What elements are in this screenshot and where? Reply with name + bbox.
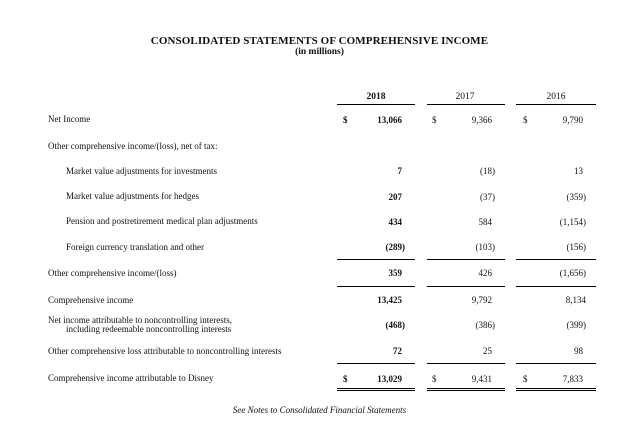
comprehensive-income-2016: 8,134 (565, 295, 586, 305)
row-label-net-income: Net Income (48, 114, 91, 124)
hedges-2017: (37) (480, 192, 495, 202)
row-label-foreign-currency: Foreign currency translation and other (66, 242, 204, 252)
total-rule-2017 (427, 286, 505, 287)
nci-2017: (386) (475, 320, 495, 330)
row-label-oci-heading: Other comprehensive income/(loss), net of tax: (48, 141, 218, 151)
header-rule-2016 (516, 104, 596, 105)
year-header-2018: 2018 (366, 92, 386, 102)
investments-2018: 7 (397, 166, 402, 176)
foreign-currency-2018: (289) (385, 242, 405, 252)
row-label-attributable-disney: Comprehensive income attributable to Disney (48, 373, 214, 383)
investments-2016: 13 (574, 166, 583, 176)
currency-symbol: $ (523, 374, 528, 384)
currency-symbol: $ (523, 115, 528, 125)
pension-2017: 584 (478, 217, 492, 227)
row-label-ocl-nci: Other comprehensive loss attributable to noncontrolling interests (48, 346, 282, 356)
year-header-2016: 2016 (546, 92, 566, 102)
row-label-nci-continued: including redeemable noncontrolling interests (66, 324, 232, 334)
disney-2017: 9,431 (471, 374, 492, 384)
investments-2017: (18) (480, 166, 495, 176)
final-rule-2016 (516, 363, 596, 364)
row-label-hedges: Market value adjustments for hedges (66, 191, 199, 201)
nci-2018: (468) (385, 320, 405, 330)
header-rule-2018 (337, 104, 415, 105)
double-rule-bottom-2017 (427, 390, 505, 391)
year-header-2017: 2017 (455, 92, 475, 102)
pension-2016: (1,154) (559, 217, 586, 227)
ocl-nci-2017: 25 (483, 346, 492, 356)
nci-2016: (399) (566, 320, 586, 330)
oci-total-2016: (1,656) (559, 268, 586, 278)
oci-total-2017: 426 (478, 268, 492, 278)
disney-2018: 13,029 (377, 374, 402, 384)
hedges-2016: (359) (566, 192, 586, 202)
total-rule-2018 (337, 286, 415, 287)
ocl-nci-2018: 72 (393, 346, 402, 356)
net-income-2017: 9,366 (471, 115, 492, 125)
row-label-investments: Market value adjustments for investments (66, 166, 217, 176)
header-rule-2017 (427, 104, 505, 105)
statement-subtitle: (in millions) (295, 47, 344, 57)
statement-title: CONSOLIDATED STATEMENTS OF COMPREHENSIVE INCOME (150, 35, 489, 47)
row-label-nci: Net income attributable to noncontrolling interests, (48, 315, 232, 325)
net-income-2018: 13,066 (377, 115, 402, 125)
subtotal-rule-2018 (337, 259, 415, 260)
subtotal-rule-2017 (427, 259, 505, 260)
final-rule-2017 (427, 363, 505, 364)
double-rule-top-2016 (516, 388, 596, 389)
double-rule-top-2018 (337, 388, 415, 389)
net-income-2016: 9,790 (562, 115, 583, 125)
ocl-nci-2016: 98 (574, 346, 583, 356)
double-rule-bottom-2018 (337, 390, 415, 391)
currency-symbol: $ (432, 374, 437, 384)
comprehensive-income-2017: 9,792 (471, 295, 492, 305)
foreign-currency-2016: (156) (566, 242, 586, 252)
double-rule-top-2017 (427, 388, 505, 389)
disney-2016: 7,833 (562, 374, 583, 384)
pension-2018: 434 (388, 217, 402, 227)
row-label-oci-total: Other comprehensive income/(loss) (48, 268, 177, 278)
double-rule-bottom-2016 (516, 390, 596, 391)
subtotal-rule-2016 (516, 259, 596, 260)
foreign-currency-2017: (103) (475, 242, 495, 252)
hedges-2018: 207 (388, 192, 402, 202)
comprehensive-income-2018: 13,425 (377, 295, 402, 305)
oci-total-2018: 359 (388, 268, 402, 278)
row-label-pension: Pension and postretirement medical plan adjustments (66, 216, 258, 226)
footnote: See Notes to Consolidated Financial Statements (232, 405, 407, 415)
total-rule-2016 (516, 286, 596, 287)
currency-symbol: $ (343, 115, 348, 125)
final-rule-2018 (337, 363, 415, 364)
currency-symbol: $ (343, 374, 348, 384)
row-label-comprehensive-income: Comprehensive income (48, 295, 134, 305)
currency-symbol: $ (432, 115, 437, 125)
